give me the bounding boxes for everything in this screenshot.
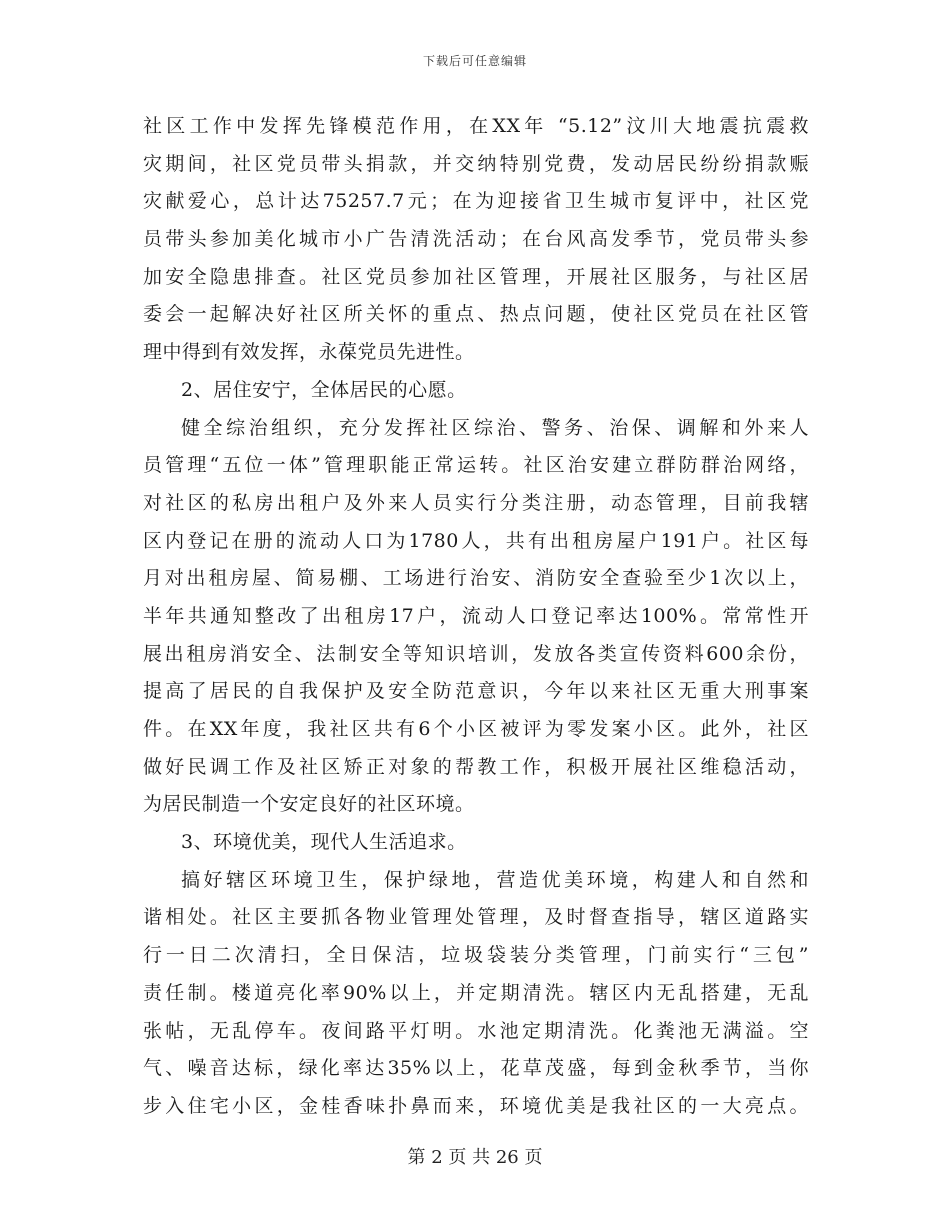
text-line: 区内登记在册的流动人口为1780人，共有出租房屋户191户。社区每 — [143, 529, 809, 552]
text-line: 员带头参加美化城市小广告清洗活动；在台风高发季节，党员带头参 — [143, 228, 809, 251]
text-line: 气、噪音达标，绿化率达35%以上，花草茂盛，每到金秋季节，当你 — [143, 1057, 809, 1080]
text-line: 对社区的私房出租户及外来人员实行分类注册，动态管理，目前我辖 — [143, 491, 809, 514]
text-line: 搞好辖区环境卫生，保护绿地，营造优美环境，构建人和自然和 — [181, 868, 809, 891]
text-line: 责任制。楼道亮化率90%以上，并定期清洗。辖区内无乱搭建，无乱 — [143, 981, 809, 1004]
text-line: 件。在XX年度，我社区共有6个小区被评为零发案小区。此外，社区 — [143, 718, 809, 740]
text-line: 2、居住安宁，全体居民的心愿。 — [181, 378, 467, 401]
text-line: 月对出租房屋、简易棚、工场进行治安、消防安全查验至少1次以上， — [143, 567, 809, 590]
text-line: 提高了居民的自我保护及安全防范意识，今年以来社区无重大刑事案 — [143, 680, 809, 703]
text-line: 3、环境优美，现代人生活追求。 — [181, 831, 467, 854]
text-line: 灾期间，社区党员带头捐款，并交纳特别党费，发动居民纷纷捐款赈 — [143, 152, 809, 175]
text-line: 展出租房消安全、法制安全等知识培训，发放各类宣传资料600余份， — [143, 642, 809, 665]
document-body — [143, 108, 809, 1126]
text-line: 社区工作中发挥先锋模范作用，在XX年 “5.12”汶川大地震抗震救 — [143, 115, 809, 137]
text-line: 加安全隐患排查。社区党员参加社区管理，开展社区服务，与社区居 — [143, 265, 809, 288]
text-line: 健全综治组织，充分发挥社区综治、警务、治保、调解和外来人 — [181, 416, 809, 439]
text-line: 为居民制造一个安定良好的社区环境。 — [143, 793, 475, 816]
text-line: 理中得到有效发挥，永葆党员先进性。 — [143, 341, 475, 364]
text-line: 员管理“五位一体”管理职能正常运转。社区治安建立群防群治网络， — [143, 454, 809, 477]
text-line: 委会一起解决好社区所关怀的重点、热点问题，使社区党员在社区管 — [143, 303, 809, 326]
page-footer: 第 2 页 共 26 页 — [407, 1147, 543, 1168]
text-line: 张帖，无乱停车。夜间路平灯明。水池定期清洗。化粪池无满溢。空 — [143, 1019, 809, 1042]
text-line: 行一日二次清扫，全日保洁，垃圾袋装分类管理，门前实行“三包” — [143, 944, 809, 967]
text-line: 灾献爱心，总计达75257.7元；在为迎接省卫生城市复评中，社区党 — [143, 190, 809, 213]
page-header: 下载后可任意编辑 — [422, 54, 527, 68]
text-line: 半年共通知整改了出租房17户，流动人口登记率达100%。常常性开 — [143, 604, 809, 627]
text-line: 步入住宅小区，金桂香味扑鼻而来，环境优美是我社区的一大亮点。 — [143, 1094, 809, 1117]
text-line: 做好民调工作及社区矫正对象的帮教工作，积极开展社区维稳活动， — [143, 755, 809, 778]
text-line: 谐相处。社区主要抓各物业管理处管理，及时督查指导，辖区道路实 — [143, 906, 809, 929]
